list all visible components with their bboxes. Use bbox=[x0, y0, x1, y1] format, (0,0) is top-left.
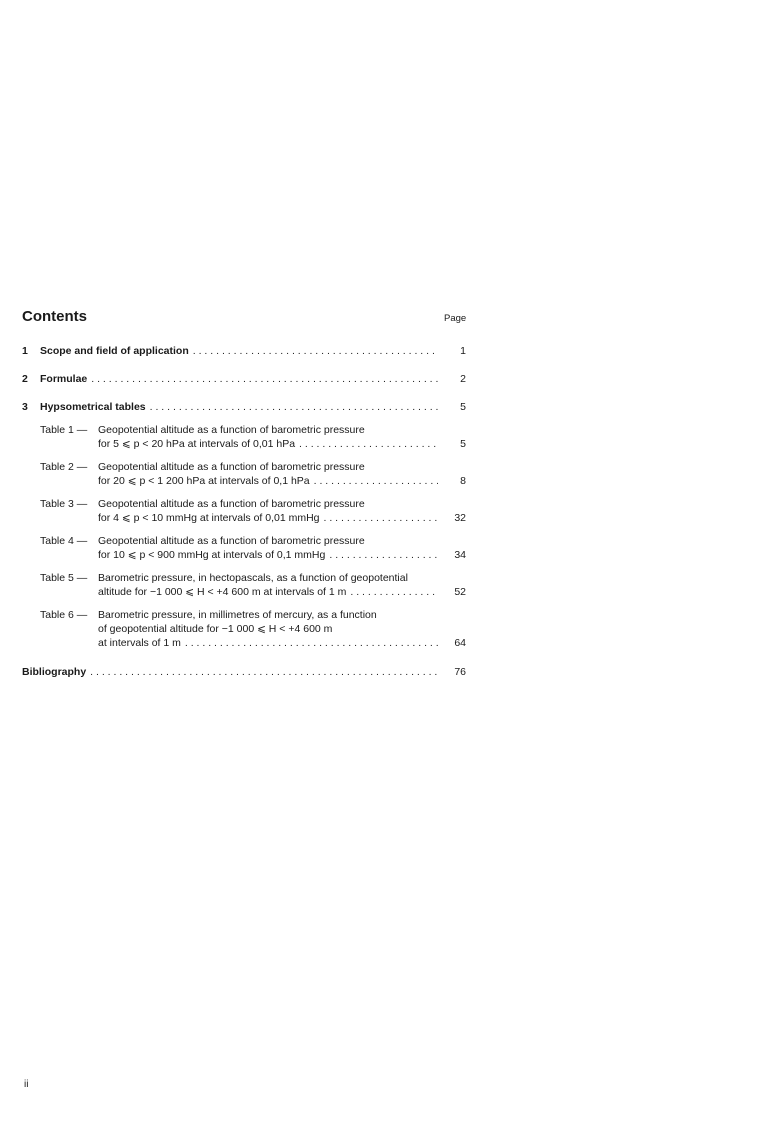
page-number: 5 bbox=[460, 438, 466, 450]
table-1-line-2: for 5 ⩽ p < 20 hPa at intervals of 0,01 hPa bbox=[98, 438, 296, 450]
toc-entry-table-6[interactable] bbox=[98, 637, 466, 649]
page-column-label: Page bbox=[444, 313, 467, 324]
toc-entry-section-2[interactable] bbox=[22, 373, 466, 385]
table-6-line-3: at intervals of 1 m bbox=[98, 637, 181, 649]
page-number: 5 bbox=[460, 401, 466, 413]
dot-leader bbox=[329, 549, 438, 561]
table-1-line-1: Geopotential altitude as a function of barometric pressure bbox=[98, 424, 365, 436]
table-1-label: Table 1 — bbox=[40, 424, 88, 436]
table-4-line-2: for 10 ⩽ p < 900 mmHg at intervals of 0,1 mmHg bbox=[98, 549, 326, 561]
contents-heading: Contents bbox=[22, 308, 87, 325]
table-3-line-1: Geopotential altitude as a function of barometric pressure bbox=[98, 498, 365, 510]
section-title: Hypsometrical tables bbox=[40, 401, 146, 413]
table-2-line-2: for 20 ⩽ p < 1 200 hPa at intervals of 0,1 hPa bbox=[98, 475, 310, 487]
table-5-line-1: Barometric pressure, in hectopascals, as a function of geopotential bbox=[98, 572, 408, 584]
bibliography-title: Bibliography bbox=[22, 666, 87, 678]
section-title: Formulae bbox=[40, 373, 88, 385]
table-4-line-1: Geopotential altitude as a function of barometric pressure bbox=[98, 535, 365, 547]
toc-entry-table-5[interactable] bbox=[98, 586, 466, 598]
dot-leader bbox=[185, 637, 438, 649]
page-number: 2 bbox=[460, 373, 466, 385]
dot-leader bbox=[314, 475, 438, 487]
page-number: 32 bbox=[454, 512, 466, 524]
page-number: 1 bbox=[460, 345, 466, 357]
table-4-label: Table 4 — bbox=[40, 535, 88, 547]
toc-entry-bibliography[interactable] bbox=[22, 666, 466, 678]
toc-entry-table-2[interactable] bbox=[98, 475, 466, 487]
page-number: 34 bbox=[454, 549, 466, 561]
table-5-label: Table 5 — bbox=[40, 572, 88, 584]
toc-entry-section-3[interactable] bbox=[22, 401, 466, 413]
page-folio: ii bbox=[24, 1079, 29, 1090]
page-number: 52 bbox=[454, 586, 466, 598]
page-number: 76 bbox=[454, 666, 466, 678]
dot-leader bbox=[324, 512, 438, 524]
table-6-line-2: of geopotential altitude for −1 000 ⩽ H < +4 600 m bbox=[98, 623, 333, 635]
toc-entry-table-1[interactable] bbox=[98, 438, 466, 450]
toc-entry-table-4[interactable] bbox=[98, 549, 466, 561]
table-2-line-1: Geopotential altitude as a function of barometric pressure bbox=[98, 461, 365, 473]
dot-leader bbox=[350, 586, 438, 598]
section-number: 2 bbox=[22, 373, 28, 385]
dot-leader bbox=[91, 373, 438, 385]
table-3-label: Table 3 — bbox=[40, 498, 88, 510]
section-number: 3 bbox=[22, 401, 28, 413]
table-5-line-2: altitude for −1 000 ⩽ H < +4 600 m at intervals of 1 m bbox=[98, 586, 347, 598]
page-number: 64 bbox=[454, 637, 466, 649]
table-6-line-1: Barometric pressure, in millimetres of mercury, as a function bbox=[98, 609, 377, 621]
toc-entry-table-3[interactable] bbox=[98, 512, 466, 524]
dot-leader bbox=[193, 345, 438, 357]
table-6-label: Table 6 — bbox=[40, 609, 88, 621]
page-number: 8 bbox=[460, 475, 466, 487]
table-2-label: Table 2 — bbox=[40, 461, 88, 473]
dot-leader bbox=[90, 666, 438, 678]
section-number: 1 bbox=[22, 345, 28, 357]
section-title: Scope and field of application bbox=[40, 345, 189, 357]
dot-leader bbox=[299, 438, 438, 450]
toc-entry-section-1[interactable] bbox=[22, 345, 466, 357]
table-3-line-2: for 4 ⩽ p < 10 mmHg at intervals of 0,01 mmHg bbox=[98, 512, 320, 524]
dot-leader bbox=[150, 401, 438, 413]
